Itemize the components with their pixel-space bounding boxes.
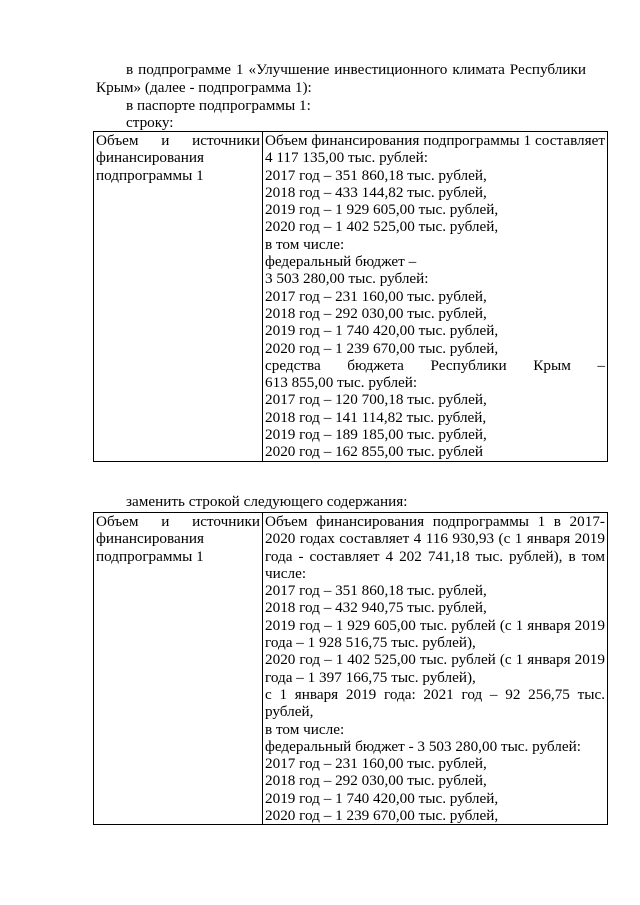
- value-line: с 1 января 2019 года: 2021 год – 92 256,75 тыс.: [265, 685, 605, 703]
- value-line: рублей,: [265, 703, 314, 721]
- funding-table-old-label-cell: [94, 132, 263, 462]
- label-line: подпрограммы 1: [96, 547, 204, 565]
- value-line: Объем финансирования подпрограммы 1 составляет: [265, 132, 605, 149]
- value-line: года – 1 397 166,75 тыс. рублей),: [265, 668, 476, 686]
- replace-label: заменить строкой следующего содержания:: [126, 493, 408, 510]
- label-line: Объем и источники: [96, 513, 260, 530]
- value-line: Объем финансирования подпрограммы 1 в 2017-: [265, 513, 605, 530]
- label-line: Объем и источники: [96, 132, 260, 149]
- value-line: 2019 год – 1 929 605,00 тыс. рублей (с 1 января 2019: [265, 616, 605, 634]
- value-line: 2019 год – 1 929 605,00 тыс. рублей,: [265, 201, 499, 219]
- value-line: в том числе:: [265, 720, 345, 738]
- value-line: числе:: [265, 564, 307, 582]
- value-line: 2018 год – 141 114,82 тыс. рублей,: [265, 408, 487, 426]
- value-line: года - составляет 4 202 741,18 тыс. рублей), в том: [265, 547, 605, 565]
- intro-line-4: строку:: [126, 114, 174, 131]
- value-line: 2020 год – 1 239 670,00 тыс. рублей,: [265, 807, 499, 825]
- value-line: 2017 год – 120 700,18 тыс. рублей,: [265, 391, 487, 409]
- value-line: 2020 год – 1 402 525,00 тыс. рублей,: [265, 218, 499, 236]
- value-line: 2017 год – 351 860,18 тыс. рублей,: [265, 166, 487, 184]
- value-line: в том числе:: [265, 235, 345, 253]
- value-line: 2018 год – 292 030,00 тыс. рублей,: [265, 772, 487, 790]
- funding-table-new-label-cell: [94, 513, 263, 825]
- label-line: финансирования: [96, 149, 204, 167]
- value-line: 2017 год – 351 860,18 тыс. рублей,: [265, 582, 487, 600]
- value-line: 4 117 135,00 тыс. рублей:: [265, 149, 428, 167]
- intro-line-2: Крым» (далее - подпрограмма 1):: [96, 79, 312, 96]
- funding-table-old: [93, 131, 608, 462]
- intro-line-1: в подпрограмме 1 «Улучшение инвестиционного климата Республики: [126, 61, 586, 78]
- intro-line-3: в паспорте подпрограммы 1:: [126, 97, 311, 114]
- label-line: финансирования: [96, 530, 204, 548]
- value-line: 2018 год – 292 030,00 тыс. рублей,: [265, 304, 487, 322]
- value-line: 2020 год – 1 239 670,00 тыс. рублей,: [265, 339, 499, 357]
- label-line: подпрограммы 1: [96, 166, 204, 184]
- funding-table-new-value-cell: [263, 513, 608, 825]
- value-line: 3 503 280,00 тыс. рублей:: [265, 270, 429, 288]
- value-line: средства бюджета Республики Крым –: [265, 356, 605, 374]
- value-line: 613 855,00 тыс. рублей:: [265, 374, 418, 392]
- value-line: 2018 год – 433 144,82 тыс. рублей,: [265, 183, 487, 201]
- value-line: года – 1 928 516,75 тыс. рублей),: [265, 634, 476, 652]
- value-line: 2017 год – 231 160,00 тыс. рублей,: [265, 287, 487, 305]
- value-line: 2020 год – 1 402 525,00 тыс. рублей (с 1 января 2019: [265, 651, 605, 669]
- value-line: 2019 год – 1 740 420,00 тыс. рублей,: [265, 789, 499, 807]
- value-line: 2019 год – 189 185,00 тыс. рублей,: [265, 426, 487, 444]
- value-line: федеральный бюджет - 3 503 280,00 тыс. рублей:: [265, 737, 581, 755]
- value-line: 2020 год – 162 855,00 тыс. рублей: [265, 443, 483, 461]
- funding-table-new: [93, 512, 608, 825]
- value-line: 2017 год – 231 160,00 тыс. рублей,: [265, 755, 487, 773]
- value-line: федеральный бюджет –: [265, 253, 417, 271]
- funding-table-old-value-cell: [263, 132, 608, 462]
- value-line: 2019 год – 1 740 420,00 тыс. рублей,: [265, 322, 499, 340]
- value-line: 2020 годах составляет 4 116 930,93 (с 1 января 2019: [265, 530, 605, 548]
- value-line: 2018 год – 432 940,75 тыс. рублей,: [265, 599, 487, 617]
